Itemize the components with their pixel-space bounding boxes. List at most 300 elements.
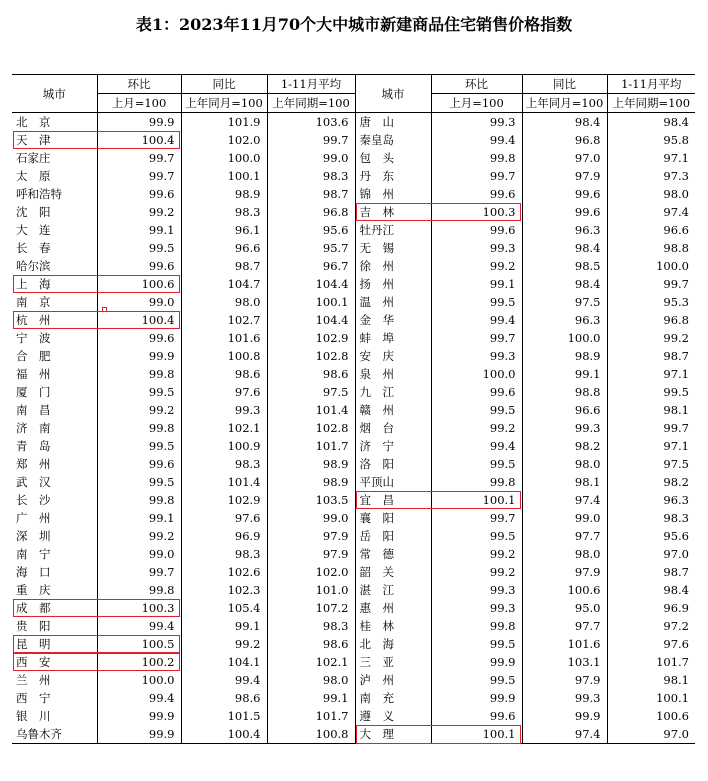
right-mom-cell: 100.3: [431, 203, 522, 221]
left-yoy-cell: 101.4: [181, 473, 267, 491]
right-mom-cell: 99.9: [431, 689, 522, 707]
table-row: [12, 437, 695, 455]
table-row: [12, 185, 695, 203]
right-avg-cell: 100.1: [656, 691, 689, 705]
header-avg-sub-right: 上年同期=100: [607, 94, 695, 113]
left-city-cell: 天 津: [12, 131, 97, 149]
left-avg-cell: 102.1: [267, 653, 355, 671]
left-yoy-cell: 102.7: [181, 311, 267, 329]
right-yoy-cell: 103.1: [522, 653, 607, 671]
right-mom-cell: 99.3: [431, 239, 522, 257]
left-city-cell: 长 沙: [12, 491, 97, 509]
right-city-cell: 烟 台: [355, 419, 431, 437]
header-mom-sub-right: 上月=100: [431, 94, 522, 113]
left-mom-cell: 99.7: [97, 149, 181, 167]
right-avg-cell: 97.6: [663, 637, 689, 651]
right-yoy-cell: 99.1: [522, 365, 607, 383]
left-yoy-cell: 99.1: [181, 617, 267, 635]
right-mom-cell: 99.8: [431, 473, 522, 491]
right-mom-cell: 99.1: [431, 275, 522, 293]
right-mom-cell: 99.5: [431, 401, 522, 419]
right-mom-cell: 99.4: [431, 311, 522, 329]
left-mom-cell: 100.2: [97, 653, 181, 671]
header-yoy-sub-right: 上年同月=100: [522, 94, 607, 113]
left-avg-cell: 98.6: [267, 365, 355, 383]
left-mom-cell: 99.9: [97, 725, 181, 744]
right-city-cell: 北 海: [355, 635, 431, 653]
table-title: 表1：2023年11月70个大中城市新建商品住宅销售价格指数: [135, 15, 573, 34]
table-row: [12, 347, 695, 365]
right-avg-cell: 97.5: [663, 457, 689, 471]
right-avg-cell: 99.2: [663, 331, 689, 345]
table-row: [12, 455, 695, 473]
left-avg-cell: 95.7: [267, 239, 355, 257]
left-mom-cell: 100.3: [97, 599, 181, 617]
left-avg-cell: 102.8: [267, 347, 355, 365]
left-city-cell: 昆 明: [12, 635, 97, 653]
right-yoy-cell: 99.3: [522, 419, 607, 437]
right-avg-cell: 97.1: [663, 151, 689, 165]
left-city-cell: 上 海: [12, 275, 97, 293]
right-city-cell: 韶 关: [355, 563, 431, 581]
table-row: [12, 329, 695, 347]
left-mom-cell: 99.0: [97, 293, 181, 311]
left-city-cell: 深 圳: [12, 527, 97, 545]
left-city-cell: 贵 阳: [12, 617, 97, 635]
left-city-cell: 合 肥: [12, 347, 97, 365]
left-yoy-cell: 98.6: [181, 689, 267, 707]
right-mom-cell: 100.0: [431, 365, 522, 383]
table-row: [12, 239, 695, 257]
table-row: [12, 617, 695, 635]
left-yoy-cell: 99.3: [181, 401, 267, 419]
left-mom-cell: 99.1: [97, 221, 181, 239]
left-city-cell: 南 昌: [12, 401, 97, 419]
right-city-cell: 桂 林: [355, 617, 431, 635]
table-row: [12, 707, 695, 725]
right-mom-cell: 99.3: [431, 347, 522, 365]
right-mom-cell: 99.5: [431, 635, 522, 653]
right-city-cell: 遵 义: [355, 707, 431, 725]
left-yoy-cell: 101.9: [181, 113, 267, 132]
left-city-cell: 福 州: [12, 365, 97, 383]
left-mom-cell: 99.9: [97, 347, 181, 365]
right-avg-cell: 100.6: [656, 709, 689, 723]
right-yoy-cell: 98.4: [522, 239, 607, 257]
left-mom-cell: 99.2: [97, 527, 181, 545]
left-avg-cell: 98.3: [267, 167, 355, 185]
right-yoy-cell: 96.3: [522, 221, 607, 239]
left-yoy-cell: 98.3: [181, 203, 267, 221]
left-mom-cell: 100.0: [97, 671, 181, 689]
header-avg-left: 1-11月平均: [267, 75, 355, 94]
marker-square: [102, 307, 107, 312]
left-city-cell: 大 连: [12, 221, 97, 239]
left-yoy-cell: 98.6: [181, 365, 267, 383]
right-avg-cell: 100.0: [656, 259, 689, 273]
left-avg-cell: 97.9: [267, 527, 355, 545]
table-row: [12, 167, 695, 185]
left-city-cell: 海 口: [12, 563, 97, 581]
right-avg-cell: 98.0: [663, 187, 689, 201]
right-city-cell: 三 亚: [355, 653, 431, 671]
right-mom-cell: 99.6: [431, 383, 522, 401]
left-avg-cell: 97.5: [267, 383, 355, 401]
right-avg-cell: 96.9: [663, 601, 689, 615]
table-row: [12, 401, 695, 419]
left-city-cell: 广 州: [12, 509, 97, 527]
left-city-cell: 太 原: [12, 167, 97, 185]
right-yoy-cell: 97.0: [522, 149, 607, 167]
right-avg-cell: 98.4: [663, 583, 689, 597]
right-mom-cell: 99.8: [431, 149, 522, 167]
header-avg-right: 1-11月平均: [607, 75, 695, 94]
right-mom-cell: 99.5: [431, 455, 522, 473]
left-city-cell: 银 川: [12, 707, 97, 725]
table-row: [12, 149, 695, 167]
left-yoy-cell: 100.1: [181, 167, 267, 185]
left-avg-cell: 98.7: [267, 185, 355, 203]
right-yoy-cell: 98.0: [522, 545, 607, 563]
left-avg-cell: 95.6: [267, 221, 355, 239]
right-city-cell: 宜 昌: [355, 491, 431, 509]
left-avg-cell: 103.6: [267, 113, 355, 132]
left-yoy-cell: 102.6: [181, 563, 267, 581]
left-avg-cell: 101.7: [267, 437, 355, 455]
right-avg-cell: 98.7: [663, 565, 689, 579]
left-mom-cell: 100.6: [97, 275, 181, 293]
right-avg-cell: 98.3: [663, 511, 689, 525]
left-avg-cell: 99.1: [267, 689, 355, 707]
left-yoy-cell: 96.9: [181, 527, 267, 545]
left-yoy-cell: 96.1: [181, 221, 267, 239]
right-yoy-cell: 98.4: [522, 113, 607, 132]
table-row: [12, 311, 695, 329]
left-city-cell: 武 汉: [12, 473, 97, 491]
right-mom-cell: 99.3: [431, 581, 522, 599]
left-yoy-cell: 102.0: [181, 131, 267, 149]
left-city-cell: 郑 州: [12, 455, 97, 473]
table-row: [12, 275, 695, 293]
left-avg-cell: 100.8: [267, 725, 355, 744]
left-city-cell: 成 都: [12, 599, 97, 617]
table-row: [12, 527, 695, 545]
left-mom-cell: 99.2: [97, 401, 181, 419]
table-row: [12, 365, 695, 383]
left-avg-cell: 102.9: [267, 329, 355, 347]
table-row: [12, 383, 695, 401]
left-avg-cell: 104.4: [267, 311, 355, 329]
left-mom-cell: 99.8: [97, 491, 181, 509]
header-avg-sub-left: 上年同期=100: [267, 94, 355, 113]
right-city-cell: 泉 州: [355, 365, 431, 383]
right-mom-cell: 99.2: [431, 419, 522, 437]
left-yoy-cell: 101.5: [181, 707, 267, 725]
right-yoy-cell: 97.7: [522, 527, 607, 545]
left-city-cell: 重 庆: [12, 581, 97, 599]
left-yoy-cell: 102.3: [181, 581, 267, 599]
right-avg-cell: 98.1: [663, 673, 689, 687]
table-row: [12, 545, 695, 563]
left-city-cell: 南 宁: [12, 545, 97, 563]
left-mom-cell: 99.1: [97, 509, 181, 527]
left-yoy-cell: 97.6: [181, 509, 267, 527]
left-mom-cell: 99.2: [97, 203, 181, 221]
right-mom-cell: 99.6: [431, 707, 522, 725]
right-mom-cell: 100.1: [431, 725, 522, 744]
left-mom-cell: 99.8: [97, 365, 181, 383]
left-avg-cell: 101.0: [267, 581, 355, 599]
left-mom-cell: 100.4: [97, 311, 181, 329]
right-city-cell: 包 头: [355, 149, 431, 167]
right-city-cell: 襄 阳: [355, 509, 431, 527]
table-row: [12, 419, 695, 437]
right-avg-cell: 99.5: [663, 385, 689, 399]
left-city-cell: 乌鲁木齐: [12, 725, 97, 744]
left-yoy-cell: 98.3: [181, 455, 267, 473]
table-row: [12, 293, 695, 311]
table-row: [12, 653, 695, 671]
right-avg-cell: 98.2: [663, 475, 689, 489]
left-yoy-cell: 100.4: [181, 725, 267, 744]
right-yoy-cell: 96.6: [522, 401, 607, 419]
right-yoy-cell: 99.0: [522, 509, 607, 527]
right-yoy-cell: 97.9: [522, 671, 607, 689]
right-yoy-cell: 97.5: [522, 293, 607, 311]
right-avg-cell: 98.1: [663, 403, 689, 417]
left-yoy-cell: 104.7: [181, 275, 267, 293]
right-yoy-cell: 98.8: [522, 383, 607, 401]
right-yoy-cell: 98.4: [522, 275, 607, 293]
table-row: [12, 131, 695, 149]
left-yoy-cell: 102.9: [181, 491, 267, 509]
right-avg-cell: 97.0: [663, 547, 689, 561]
right-city-cell: 洛 阳: [355, 455, 431, 473]
left-city-cell: 宁 波: [12, 329, 97, 347]
right-city-cell: 金 华: [355, 311, 431, 329]
right-avg-cell: 98.7: [663, 349, 689, 363]
price-index-table: [12, 74, 695, 744]
right-city-cell: 扬 州: [355, 275, 431, 293]
left-city-cell: 石家庄: [12, 149, 97, 167]
left-yoy-cell: 96.6: [181, 239, 267, 257]
left-city-cell: 西 安: [12, 653, 97, 671]
table-row: [12, 221, 695, 239]
left-avg-cell: 98.0: [267, 671, 355, 689]
right-city-cell: 秦皇岛: [355, 131, 431, 149]
left-city-cell: 杭 州: [12, 311, 97, 329]
left-avg-cell: 97.9: [267, 545, 355, 563]
left-avg-cell: 99.7: [267, 131, 355, 149]
left-city-cell: 沈 阳: [12, 203, 97, 221]
left-yoy-cell: 100.9: [181, 437, 267, 455]
right-yoy-cell: 98.2: [522, 437, 607, 455]
left-city-cell: 西 宁: [12, 689, 97, 707]
left-yoy-cell: 102.1: [181, 419, 267, 437]
left-mom-cell: 99.0: [97, 545, 181, 563]
right-city-cell: 湛 江: [355, 581, 431, 599]
left-avg-cell: 102.8: [267, 419, 355, 437]
right-avg-cell: 97.2: [663, 619, 689, 633]
right-avg-cell: 99.7: [663, 277, 689, 291]
right-city-cell: 泸 州: [355, 671, 431, 689]
right-avg-cell: 96.8: [663, 313, 689, 327]
left-mom-cell: 99.8: [97, 419, 181, 437]
right-city-cell: 唐 山: [355, 113, 431, 132]
left-avg-cell: 103.5: [267, 491, 355, 509]
header-city-left: 城市: [12, 75, 97, 113]
left-mom-cell: 99.7: [97, 563, 181, 581]
right-yoy-cell: 97.9: [522, 563, 607, 581]
right-avg-cell: 96.3: [663, 493, 689, 507]
right-city-cell: 南 充: [355, 689, 431, 707]
right-city-cell: 牡丹江: [355, 221, 431, 239]
right-city-cell: 无 锡: [355, 239, 431, 257]
header-mom-sub-left: 上月=100: [97, 94, 181, 113]
left-mom-cell: 99.6: [97, 257, 181, 275]
right-city-cell: 惠 州: [355, 599, 431, 617]
left-avg-cell: 98.3: [267, 617, 355, 635]
left-mom-cell: 99.6: [97, 185, 181, 203]
right-mom-cell: 99.9: [431, 653, 522, 671]
left-mom-cell: 99.9: [97, 113, 181, 132]
left-city-cell: 兰 州: [12, 671, 97, 689]
right-city-cell: 吉 林: [355, 203, 431, 221]
left-mom-cell: 99.4: [97, 689, 181, 707]
right-mom-cell: 99.5: [431, 527, 522, 545]
left-yoy-cell: 100.8: [181, 347, 267, 365]
left-avg-cell: 101.4: [267, 401, 355, 419]
left-avg-cell: 102.0: [267, 563, 355, 581]
right-city-cell: 九 江: [355, 383, 431, 401]
right-mom-cell: 99.6: [431, 185, 522, 203]
table-row: [12, 725, 695, 744]
table-row: [12, 509, 695, 527]
header-mom-right: 环比: [431, 75, 522, 94]
left-avg-cell: 99.0: [267, 149, 355, 167]
right-mom-cell: 99.8: [431, 617, 522, 635]
left-avg-cell: 104.4: [267, 275, 355, 293]
left-city-cell: 北 京: [12, 113, 97, 132]
left-yoy-cell: 98.9: [181, 185, 267, 203]
right-city-cell: 安 庆: [355, 347, 431, 365]
left-mom-cell: 99.9: [97, 707, 181, 725]
right-avg-cell: 101.7: [656, 655, 689, 669]
right-mom-cell: 100.1: [431, 491, 522, 509]
left-mom-cell: 99.5: [97, 383, 181, 401]
left-yoy-cell: 99.2: [181, 635, 267, 653]
right-yoy-cell: 98.1: [522, 473, 607, 491]
right-city-cell: 徐 州: [355, 257, 431, 275]
right-mom-cell: 99.7: [431, 167, 522, 185]
right-city-cell: 济 宁: [355, 437, 431, 455]
left-avg-cell: 98.9: [267, 455, 355, 473]
header-yoy-sub-left: 上年同月=100: [181, 94, 267, 113]
left-avg-cell: 98.6: [267, 635, 355, 653]
left-yoy-cell: 104.1: [181, 653, 267, 671]
right-city-cell: 常 德: [355, 545, 431, 563]
left-mom-cell: 99.6: [97, 329, 181, 347]
right-mom-cell: 99.7: [431, 509, 522, 527]
right-city-cell: 岳 阳: [355, 527, 431, 545]
right-yoy-cell: 98.0: [522, 455, 607, 473]
table-row: [12, 599, 695, 617]
left-avg-cell: 107.2: [267, 599, 355, 617]
left-mom-cell: 99.5: [97, 473, 181, 491]
left-yoy-cell: 97.6: [181, 383, 267, 401]
left-mom-cell: 99.6: [97, 455, 181, 473]
right-avg-cell: 98.4: [663, 115, 689, 129]
right-avg-cell: 97.3: [663, 169, 689, 183]
left-avg-cell: 96.8: [267, 203, 355, 221]
left-city-cell: 厦 门: [12, 383, 97, 401]
left-city-cell: 南 京: [12, 293, 97, 311]
left-avg-cell: 98.9: [267, 473, 355, 491]
left-avg-cell: 100.1: [267, 293, 355, 311]
right-yoy-cell: 95.0: [522, 599, 607, 617]
table-row: [12, 257, 695, 275]
right-yoy-cell: 99.9: [522, 707, 607, 725]
right-yoy-cell: 98.5: [522, 257, 607, 275]
right-yoy-cell: 101.6: [522, 635, 607, 653]
right-mom-cell: 99.7: [431, 329, 522, 347]
left-city-cell: 呼和浩特: [12, 185, 97, 203]
right-city-cell: 温 州: [355, 293, 431, 311]
left-yoy-cell: 105.4: [181, 599, 267, 617]
left-avg-cell: 99.0: [267, 509, 355, 527]
header-yoy-left: 同比: [181, 75, 267, 94]
table-row: [12, 581, 695, 599]
right-mom-cell: 99.3: [431, 113, 522, 132]
right-yoy-cell: 99.6: [522, 203, 607, 221]
right-city-cell: 锦 州: [355, 185, 431, 203]
header-city-right: 城市: [355, 75, 431, 113]
right-yoy-cell: 100.6: [522, 581, 607, 599]
left-city-cell: 哈尔滨: [12, 257, 97, 275]
right-city-cell: 蚌 埠: [355, 329, 431, 347]
left-yoy-cell: 98.3: [181, 545, 267, 563]
table-row: [12, 473, 695, 491]
left-city-cell: 长 春: [12, 239, 97, 257]
right-mom-cell: 99.4: [431, 131, 522, 149]
right-avg-cell: 95.8: [663, 133, 689, 147]
right-mom-cell: 99.2: [431, 257, 522, 275]
left-mom-cell: 99.5: [97, 239, 181, 257]
right-yoy-cell: 97.7: [522, 617, 607, 635]
right-mom-cell: 99.2: [431, 563, 522, 581]
left-yoy-cell: 100.0: [181, 149, 267, 167]
table-row: [12, 203, 695, 221]
right-yoy-cell: 97.4: [522, 725, 607, 744]
table-row: [12, 635, 695, 653]
right-yoy-cell: 100.0: [522, 329, 607, 347]
left-mom-cell: 100.4: [97, 131, 181, 149]
right-mom-cell: 99.2: [431, 545, 522, 563]
left-city-cell: 济 南: [12, 419, 97, 437]
table-row: [12, 689, 695, 707]
left-city-cell: 青 岛: [12, 437, 97, 455]
left-mom-cell: 99.4: [97, 617, 181, 635]
right-avg-cell: 97.0: [607, 725, 695, 744]
table-row: [12, 491, 695, 509]
left-yoy-cell: 99.4: [181, 671, 267, 689]
right-mom-cell: 99.5: [431, 293, 522, 311]
right-city-cell: 大 理: [355, 725, 431, 744]
right-city-cell: 赣 州: [355, 401, 431, 419]
table-row: [12, 671, 695, 689]
right-yoy-cell: 99.6: [522, 185, 607, 203]
right-yoy-cell: 96.8: [522, 131, 607, 149]
